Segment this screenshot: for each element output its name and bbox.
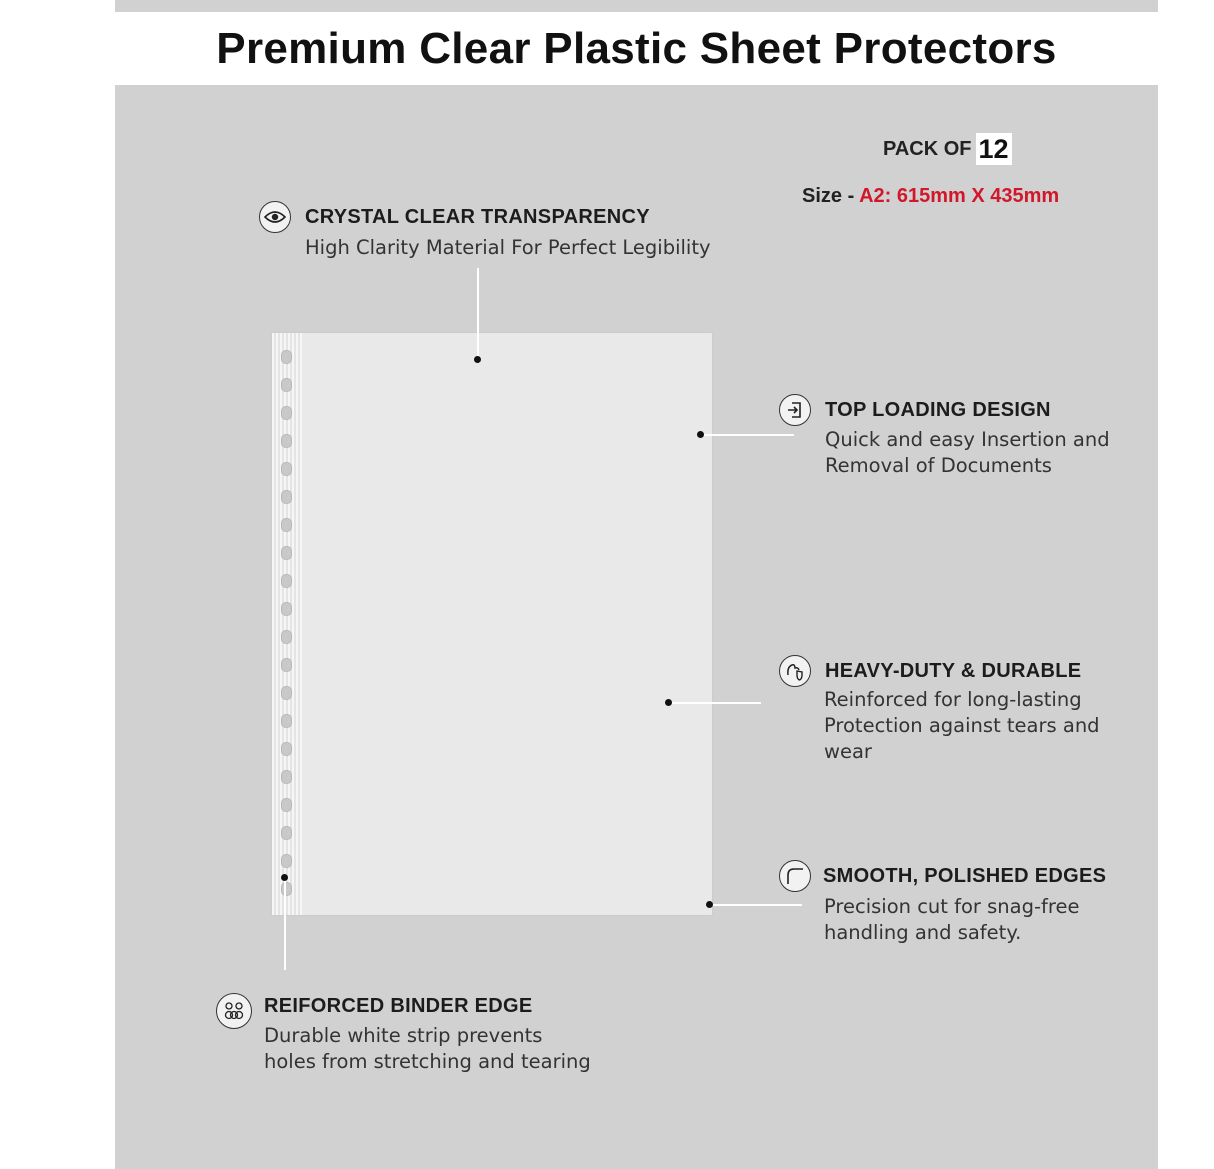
sheet-protector-image	[272, 333, 712, 915]
callout-dot-binder	[281, 874, 288, 881]
feature-desc-edges-2: handling and safety.	[824, 921, 1022, 944]
rounded-corner-icon	[779, 860, 811, 892]
callout-line-transparency	[477, 268, 479, 358]
callout-dot-edges	[706, 901, 713, 908]
punch-hole	[281, 742, 292, 756]
size-info	[802, 185, 1059, 208]
punch-hole	[281, 630, 292, 644]
size-label: Size -	[802, 185, 860, 207]
rings-icon	[216, 993, 252, 1029]
feature-desc-durable-2: Protection against tears and	[824, 714, 1100, 737]
punch-hole	[281, 882, 292, 896]
feature-desc-binder-1: Durable white strip prevents	[264, 1024, 543, 1047]
callout-line-durable	[669, 702, 761, 704]
punch-hole	[281, 826, 292, 840]
punch-hole	[281, 714, 292, 728]
feature-desc-binder-2: holes from stretching and tearing	[264, 1050, 591, 1073]
feature-heading-durable: HEAVY-DUTY & DURABLE	[825, 660, 1082, 682]
file-insert-icon	[779, 394, 811, 426]
callout-dot-durable	[665, 699, 672, 706]
punch-hole	[281, 350, 292, 364]
pack-label: PACK OF	[883, 137, 972, 160]
callout-dot-top-loading	[697, 431, 704, 438]
punch-hole	[281, 798, 292, 812]
punch-hole	[281, 574, 292, 588]
punch-hole	[281, 378, 292, 392]
shield-arm-icon	[779, 655, 811, 687]
punch-hole	[281, 686, 292, 700]
punch-hole	[281, 462, 292, 476]
callout-line-edges	[710, 904, 802, 906]
eye-icon	[259, 201, 291, 233]
pack-quantity	[883, 133, 1012, 165]
punch-hole	[281, 546, 292, 560]
page-title: Premium Clear Plastic Sheet Protectors	[216, 23, 1057, 73]
feature-desc-durable-1: Reinforced for long-lasting	[824, 688, 1082, 711]
feature-heading-edges: SMOOTH, POLISHED EDGES	[823, 865, 1107, 887]
punch-hole	[281, 854, 292, 868]
feature-desc-top-loading-1: Quick and easy Insertion and	[825, 428, 1110, 451]
size-value: A2: 615mm X 435mm	[859, 185, 1060, 207]
punch-hole	[281, 602, 292, 616]
punch-hole	[281, 406, 292, 420]
title-band	[115, 12, 1158, 85]
feature-heading-transparency: CRYSTAL CLEAR TRANSPARENCY	[305, 206, 650, 228]
punch-hole	[281, 490, 292, 504]
feature-desc-transparency: High Clarity Material For Perfect Legibility	[305, 236, 711, 259]
punch-hole	[281, 434, 292, 448]
feature-desc-edges-1: Precision cut for snag-free	[824, 895, 1080, 918]
pack-count: 12	[976, 133, 1012, 165]
callout-dot-transparency	[474, 356, 481, 363]
callout-line-binder	[284, 878, 286, 970]
punch-hole	[281, 770, 292, 784]
callout-line-top-loading	[702, 434, 794, 436]
feature-desc-durable-3: wear	[824, 740, 872, 763]
feature-desc-top-loading-2: Removal of Documents	[825, 454, 1052, 477]
feature-heading-binder: REIFORCED BINDER EDGE	[264, 995, 533, 1017]
punch-hole	[281, 658, 292, 672]
punch-hole	[281, 518, 292, 532]
feature-heading-top-loading: TOP LOADING DESIGN	[825, 399, 1051, 421]
